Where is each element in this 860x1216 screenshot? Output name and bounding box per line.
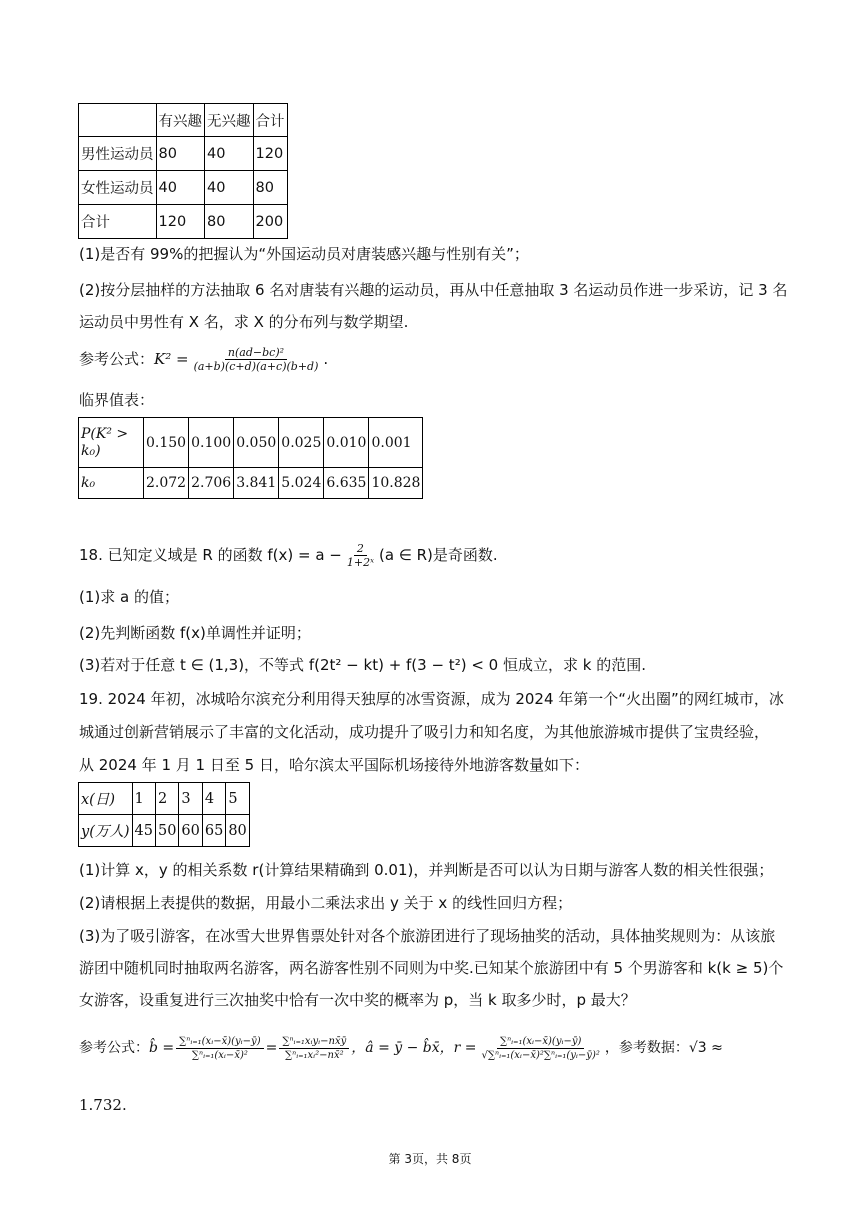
table-cell: 45 xyxy=(132,815,155,847)
table-cell: 无兴趣 xyxy=(205,104,254,137)
table-cell: 0.010 xyxy=(324,418,369,468)
table-cell: 2.072 xyxy=(144,468,189,499)
visitor-table xyxy=(78,782,250,847)
critical-value-table xyxy=(78,417,423,499)
equals-sign: = xyxy=(265,1040,278,1056)
table-cell: 80 xyxy=(156,137,205,171)
table-cell: 40 xyxy=(205,171,254,205)
q18-part3: (3)若对于任意 t ∈ (1,3)，不等式 f(2t² − kt) + f(3 − t²) < 0 恒成立，求 k 的范围. xyxy=(79,656,646,674)
table-cell: 6.635 xyxy=(324,468,369,499)
table-cell: 1 xyxy=(132,783,155,815)
q19-part1: (1)计算 x，y 的相关系数 r(计算结果精确到 0.01)，并判断是否可以认为日期与游客人数的相关性很强； xyxy=(79,861,774,879)
table-cell: 男性运动员 xyxy=(79,137,157,171)
table-cell: 3 xyxy=(179,783,202,815)
r-fraction xyxy=(479,1035,603,1062)
table-cell: 10.828 xyxy=(369,468,423,499)
table-cell: 40 xyxy=(205,137,254,171)
table-cell: 有兴趣 xyxy=(156,104,205,137)
fraction-numerator: ∑ⁿᵢ₌₁(xᵢ−x̄)(yᵢ−ȳ) xyxy=(176,1035,263,1049)
table-cell: 40 xyxy=(156,171,205,205)
q17-formula: 参考公式： K² = $\frac{\text{n(ad−bc)²}}{(a+b)(c+d)(a+c)(b+d)}$ . xyxy=(79,345,329,373)
interest-table xyxy=(78,103,288,239)
table-cell: P(K² > k₀) xyxy=(79,418,144,468)
fraction-denominator: ∑ⁿᵢ₌₁(xᵢ−x̄)² xyxy=(191,1049,248,1061)
fraction-numerator: n(ad−bc)² xyxy=(225,346,287,360)
table-cell: 合计 xyxy=(79,205,157,239)
table-cell: k₀ xyxy=(79,468,144,499)
q19-part2: (2)请根据上表提供的数据，用最小二乘法求出 y 关于 x 的线性回归方程； xyxy=(79,894,573,912)
table-cell: 80 xyxy=(253,171,287,205)
fraction-numerator: 2 xyxy=(354,542,367,556)
k2-fraction xyxy=(191,346,322,373)
fraction-denominator: ∑ⁿᵢ₌₁xᵢ²−nx̄² xyxy=(285,1049,344,1061)
fraction-denominator: 1+2ˣ xyxy=(346,555,374,569)
table-cell: 5.024 xyxy=(279,468,324,499)
table-cell: 2.706 xyxy=(189,468,234,499)
table-cell: 0.001 xyxy=(369,418,423,468)
table-cell: 女性运动员 xyxy=(79,171,157,205)
table-cell: 80 xyxy=(226,815,249,847)
q19-part3-line2: 游团中随机同时抽取两名游客，两名游客性别不同则为中奖.已知某个旅游团中有 5 个男游客和 k(k ≥ 5)个 xyxy=(79,959,784,977)
reference-value: 1.732. xyxy=(79,1096,127,1114)
table-cell xyxy=(79,104,157,137)
table-cell: 合计 xyxy=(253,104,287,137)
b-fraction-2 xyxy=(279,1035,349,1062)
fraction-denominator: √∑ⁿᵢ₌₁(xᵢ−x̄)²∑ⁿᵢ₌₁(yᵢ−ȳ)² xyxy=(481,1049,600,1061)
q17-part2-line1: (2)按分层抽样的方法抽取 6 名对唐装有兴趣的运动员，再从中任意抽取 3 名运动员作进一步采访，记 3 名 xyxy=(79,281,788,299)
table-cell: 80 xyxy=(205,205,254,239)
q19-stem-line2: 城通过创新营销展示了丰富的文化活动，成功提升了吸引力和知名度，为其他旅游城市提供了宝贵经验， xyxy=(79,723,770,741)
q18-stem-end: (a ∈ R)是奇函数. xyxy=(378,546,498,564)
q17-part2-line2: 运动员中男性有 X 名，求 X 的分布列与数学期望. xyxy=(79,313,409,331)
formula-label: 参考公式： xyxy=(79,350,155,368)
critical-table-label: 临界值表： xyxy=(79,391,155,409)
table-cell: 200 xyxy=(253,205,287,239)
fraction-numerator: ∑ⁿᵢ₌₁(xᵢ−x̄)(yᵢ−ȳ) xyxy=(497,1035,584,1049)
table-cell: y(万人) xyxy=(79,815,133,847)
fraction-denominator: (a+b)(c+d)(a+c)(b+d) xyxy=(193,359,319,373)
table-cell: 0.050 xyxy=(234,418,279,468)
reference-data: ，参考数据：√3 ≈ xyxy=(604,1040,723,1056)
q19-stem-line3: 从 2024 年 1 月 1 日至 5 日，哈尔滨太平国际机场接待外地游客数量如下： xyxy=(79,756,589,774)
table-cell: 3.841 xyxy=(234,468,279,499)
q18-stem xyxy=(79,540,498,570)
table-cell: 50 xyxy=(155,815,178,847)
q18-fraction xyxy=(344,542,377,569)
table-cell: 2 xyxy=(155,783,178,815)
fraction-numerator: ∑ⁿᵢ₌₁xᵢyᵢ−nx̄ȳ xyxy=(279,1035,349,1049)
formula-label: 参考公式： xyxy=(79,1040,149,1056)
q19-stem-line1: 19. 2024 年初，冰城哈尔滨充分利用得天独厚的冰雪资源，成为 2024 年第一个“火出圈”的网红城市，冰 xyxy=(79,690,784,708)
q18-stem-text: 18. 已知定义域是 R 的函数 f(x) = a − xyxy=(79,546,342,564)
table-cell: x(日) xyxy=(79,783,133,815)
q17-part1: (1)是否有 99%的把握认为“外国运动员对唐装感兴趣与性别有关”； xyxy=(79,245,529,263)
a-hat-and-r: ，â = ȳ − b̂x̄，r = xyxy=(351,1040,477,1056)
q18-part1: (1)求 a 的值； xyxy=(79,588,179,606)
table-cell: 4 xyxy=(202,783,225,815)
formula-lhs: K² = xyxy=(154,350,189,368)
q19-part3-line1: (3)为了吸引游客，在冰雪大世界售票处针对各个旅游团进行了现场抽奖的活动，具体抽奖规则为：从该旅 xyxy=(79,927,776,945)
table-cell: 0.100 xyxy=(189,418,234,468)
q19-part3-line3: 女游客，设重复进行三次抽奖中恰有一次中奖的概率为 p，当 k 取多少时，p 最大？ xyxy=(79,991,636,1009)
q18-part2: (2)先判断函数 f(x)单调性并证明； xyxy=(79,624,311,642)
table-cell: 60 xyxy=(179,815,202,847)
page-footer: 第 3页，共 8页 xyxy=(388,1152,472,1166)
table-cell: 5 xyxy=(226,783,249,815)
table-cell: 120 xyxy=(253,137,287,171)
b-hat: b̂ = xyxy=(149,1040,175,1056)
q19-formula xyxy=(79,1028,723,1068)
table-cell: 0.150 xyxy=(144,418,189,468)
table-cell: 65 xyxy=(202,815,225,847)
table-cell: 0.025 xyxy=(279,418,324,468)
b-fraction-1 xyxy=(176,1035,263,1062)
table-cell: 120 xyxy=(156,205,205,239)
